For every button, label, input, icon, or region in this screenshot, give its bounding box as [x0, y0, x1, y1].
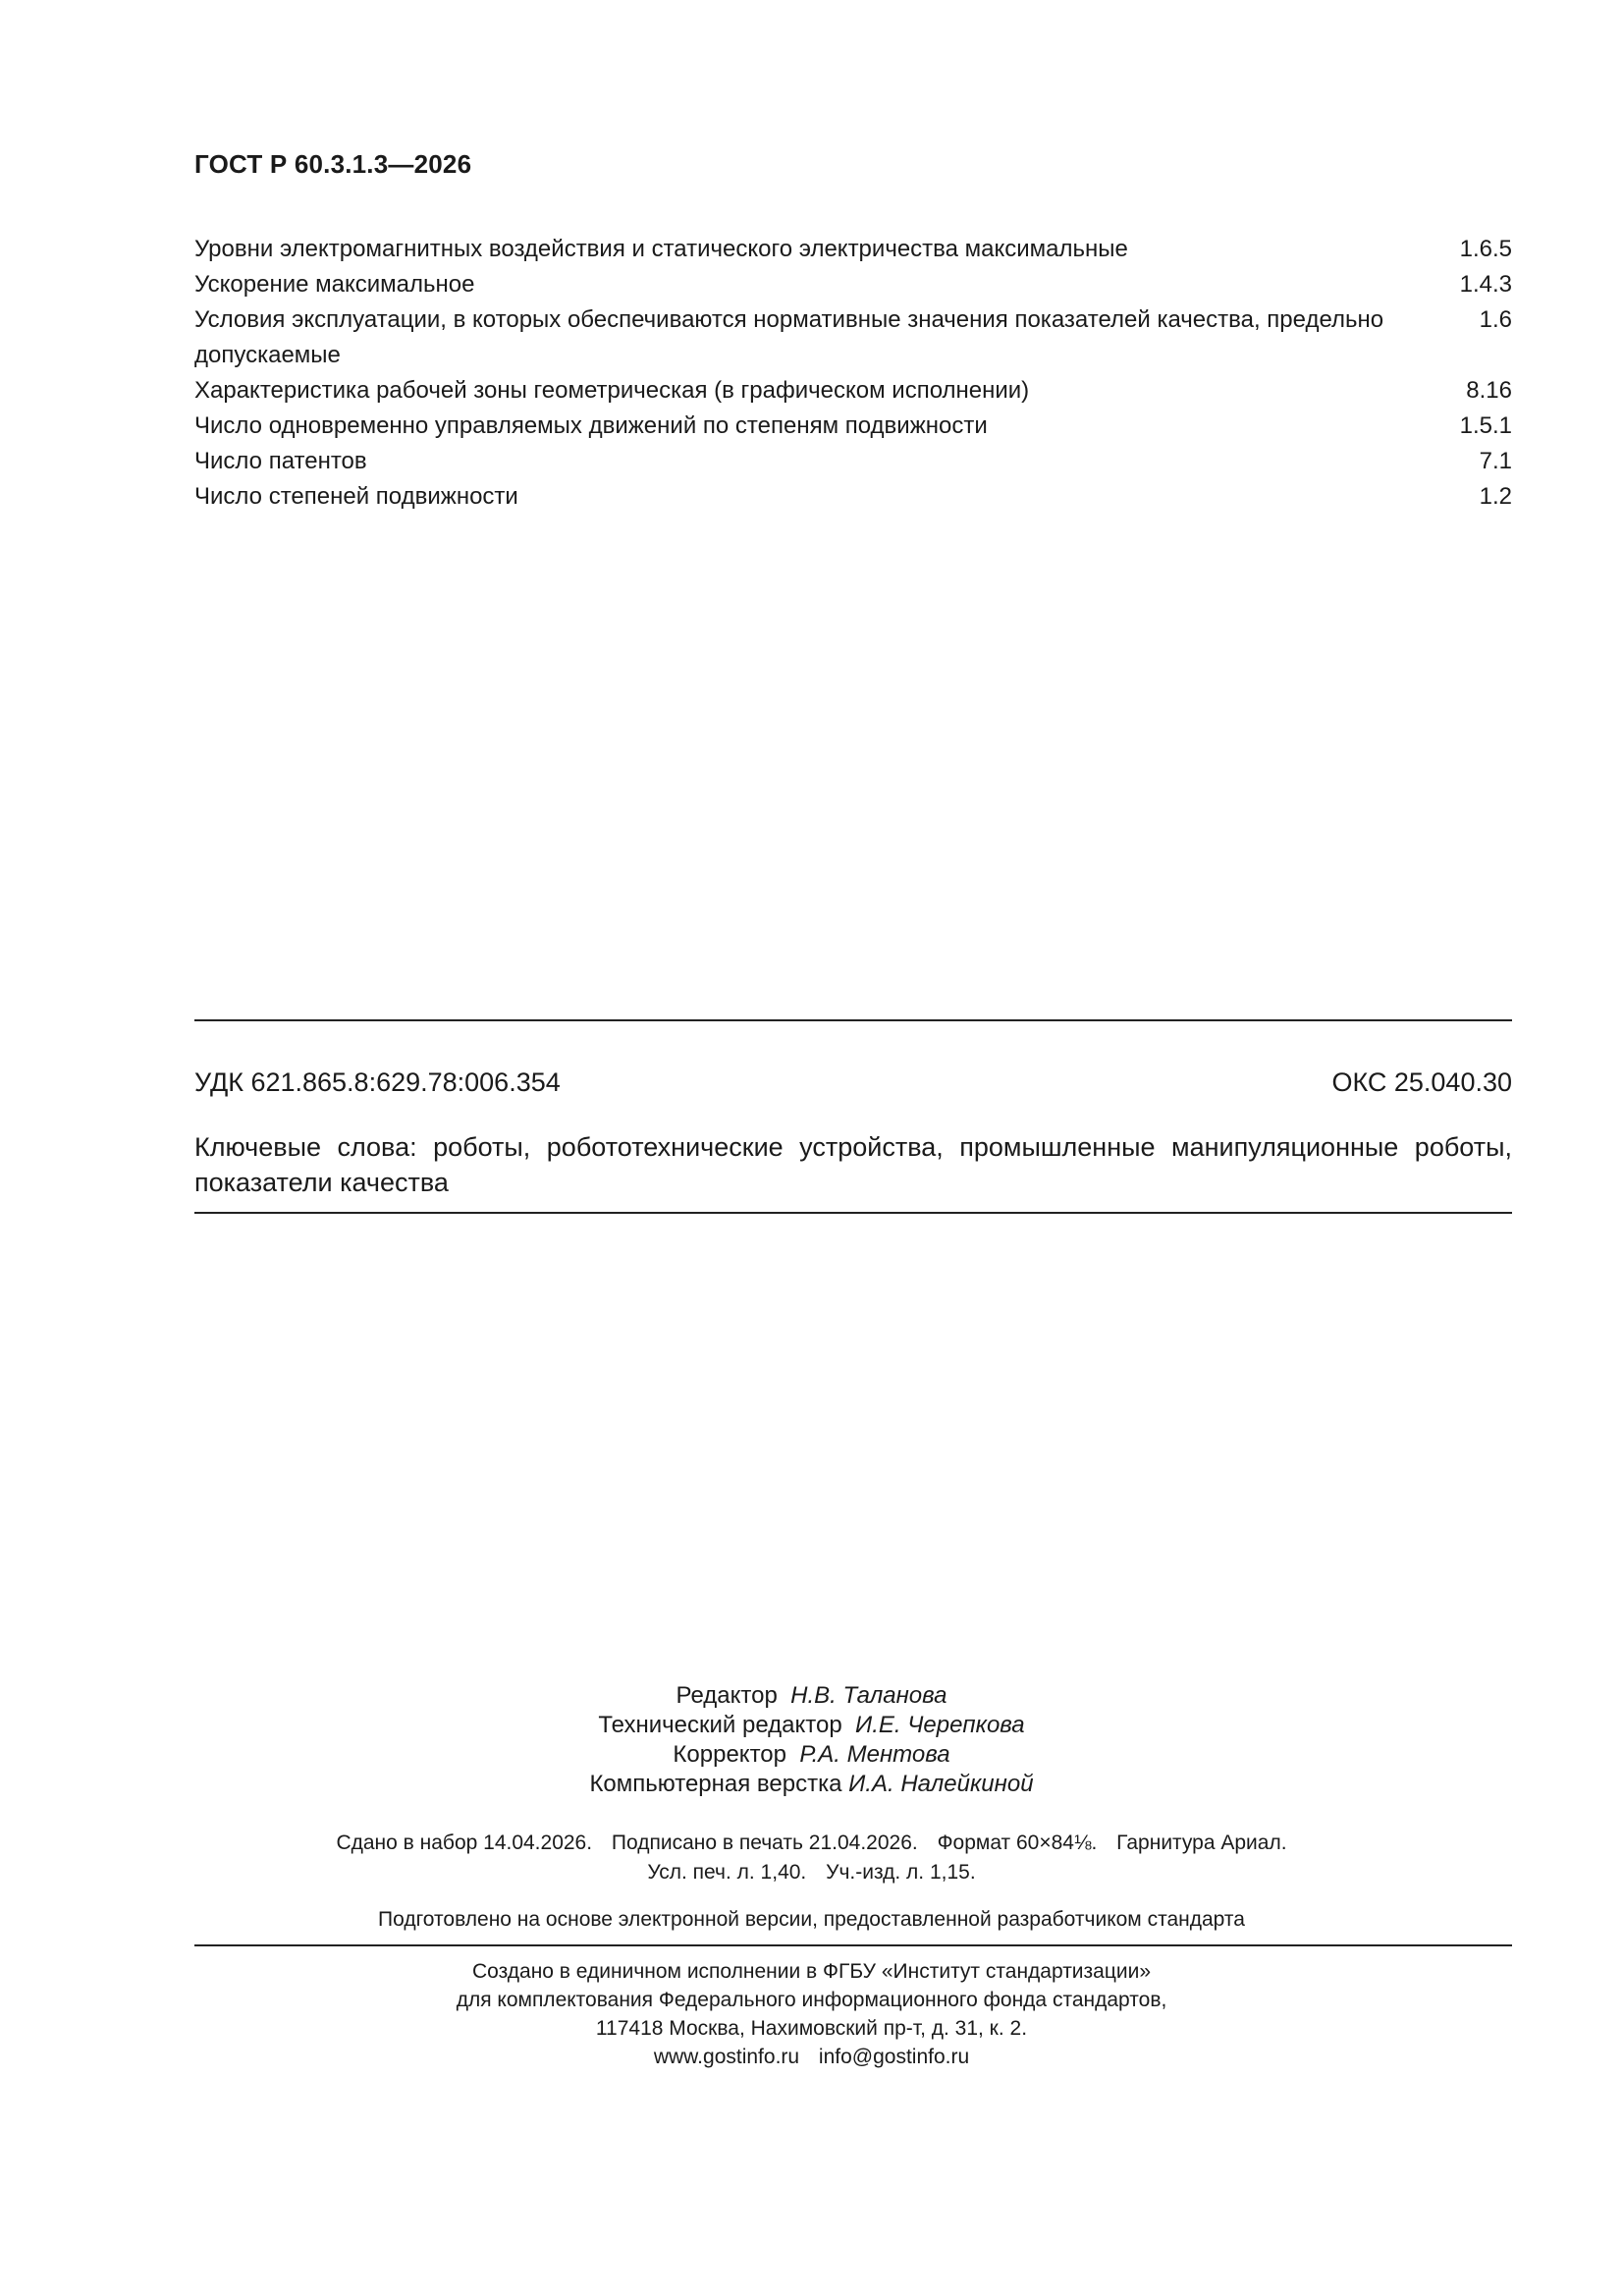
index-term: Число степеней подвижности — [194, 483, 518, 510]
index-ref: 1.5.1 — [1459, 412, 1512, 439]
subject-index — [194, 232, 1512, 515]
index-ref: 1.6 — [1479, 306, 1512, 333]
typeset-date: Сдано в набор 14.04.2026. — [336, 1831, 593, 1854]
footer-line: Создано в единичном исполнении в ФГБУ «Институт стандартизации» — [471, 1960, 1152, 1983]
udk-code: УДК 621.865.8:629.78:006.354 — [194, 1067, 561, 1097]
index-ref: 1.2 — [1479, 483, 1512, 510]
classification-codes — [194, 1067, 1512, 1098]
index-term: Условия эксплуатации, в которых обеспечиваются нормативные значения показателей качества, предельно допускаемые — [194, 306, 1384, 368]
credit-role: Корректор — [673, 1741, 786, 1768]
index-ref: 8.16 — [1466, 377, 1512, 404]
print-info-line — [0, 1829, 1623, 1858]
credit-name: Н.В. Таланова — [790, 1682, 947, 1709]
index-ref: 1.4.3 — [1459, 271, 1512, 298]
credit-name: И.А. Налейкиной — [848, 1771, 1034, 1797]
print-sheets: Усл. печ. л. 1,40. — [647, 1861, 807, 1884]
index-entry — [194, 409, 1512, 444]
credit-name: Р.А. Ментова — [799, 1741, 950, 1768]
index-term: Число одновременно управляемых движений по степеням подвижности — [194, 412, 988, 439]
print-info — [0, 1829, 1623, 1887]
index-term: Уровни электромагнитных воздействия и статического электричества максимальные — [194, 236, 1128, 262]
index-entry — [194, 232, 1512, 267]
document-header: ГОСТ Р 60.3.1.3—2026 — [194, 149, 472, 179]
index-ref: 1.6.5 — [1459, 236, 1512, 262]
footer-line: 117418 Москва, Нахимовский пр-т, д. 31, к. 2. — [595, 2017, 1028, 2040]
index-term: Характеристика рабочей зоны геометрическая (в графическом исполнении) — [194, 377, 1030, 404]
credit-line — [0, 1770, 1623, 1799]
footer-line: для комплектования Федерального информационного фонда стандартов, — [456, 1989, 1167, 2011]
signed-date: Подписано в печать 21.04.2026. — [611, 1831, 918, 1854]
credit-line — [0, 1711, 1623, 1740]
typeface: Гарнитура Ариал. — [1116, 1831, 1287, 1854]
divider-keywords — [194, 1212, 1512, 1214]
editorial-credits — [0, 1681, 1623, 1799]
index-entry — [194, 302, 1512, 373]
credit-name: И.Е. Черепкова — [855, 1712, 1025, 1738]
credit-role: Компьютерная верстка — [589, 1771, 842, 1797]
index-entry — [194, 444, 1512, 479]
credit-role: Редактор — [676, 1682, 778, 1709]
divider-footer — [194, 1944, 1512, 1946]
index-ref: 7.1 — [1479, 448, 1512, 474]
divider-top — [194, 1019, 1512, 1021]
website-link[interactable]: www.gostinfo.ru — [653, 2046, 800, 2068]
credit-line — [0, 1740, 1623, 1770]
index-term: Ускорение максимальное — [194, 271, 475, 298]
index-term: Число патентов — [194, 448, 367, 474]
email-link[interactable]: info@gostinfo.ru — [818, 2046, 970, 2068]
paper-format: Формат 60×84⅛. — [937, 1831, 1098, 1854]
publisher-footer — [0, 1957, 1623, 2071]
index-entry — [194, 479, 1512, 515]
footer-contacts — [0, 2043, 1623, 2071]
prepared-note: Подготовлено на основе электронной версии, предоставленной разработчиком стандарта — [378, 1908, 1245, 1931]
credit-role: Технический редактор — [598, 1712, 842, 1738]
index-entry — [194, 267, 1512, 302]
print-info-line — [0, 1858, 1623, 1887]
index-entry — [194, 373, 1512, 409]
keywords: Ключевые слова: роботы, робототехнические устройства, промышленные манипуляционные роботы, показатели качества — [194, 1132, 1512, 1197]
credit-line — [0, 1681, 1623, 1711]
publisher-sheets: Уч.-изд. л. 1,15. — [826, 1861, 976, 1884]
oks-code: ОКС 25.040.30 — [1331, 1067, 1512, 1097]
